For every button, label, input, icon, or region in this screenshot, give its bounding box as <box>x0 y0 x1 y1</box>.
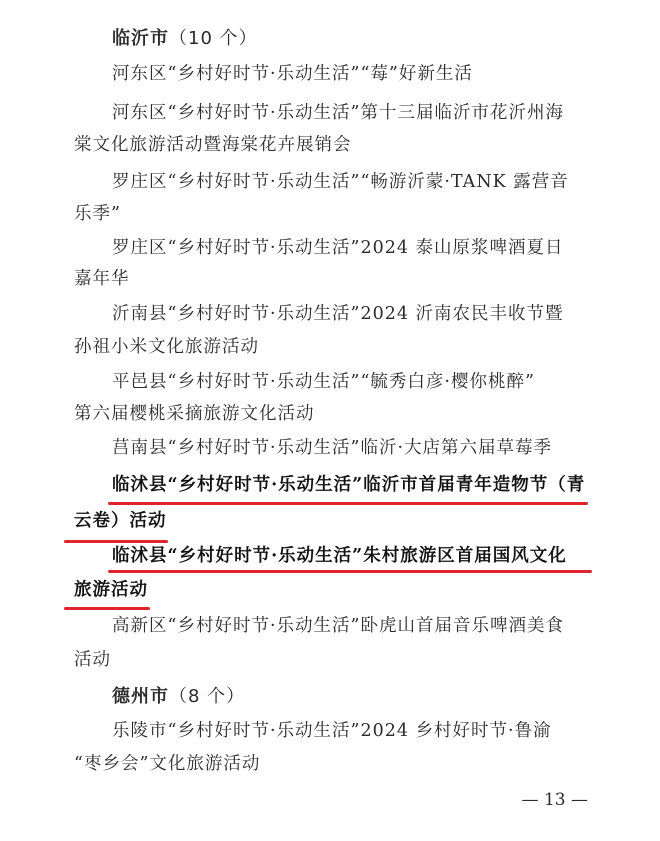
entry-line: 罗庄区“乡村好时节·乐动生活”2024 泰山原浆啤酒夏日 <box>112 238 564 258</box>
entry-line: 河东区“乡村好时节·乐动生活”第十三届临沂市花沂州海 <box>112 103 564 123</box>
red-underline <box>108 502 588 505</box>
entry-line-highlighted: 临沭县“乡村好时节·乐动生活”临沂市首届青年造物节（青 <box>112 475 586 495</box>
entry-line-continued: “枣乡会”文化旅游活动 <box>74 754 261 774</box>
entry-line-continued-highlighted: 云卷）活动 <box>74 511 167 531</box>
page-number <box>0 790 660 810</box>
entry-line-continued-highlighted: 旅游活动 <box>74 580 148 600</box>
entry-line: 罗庄区“乡村好时节·乐动生活”“畅游沂蒙·TANK 露营音 <box>112 172 569 192</box>
entry-line-highlighted: 临沭县“乡村好时节·乐动生活”朱村旅游区首届国风文化 <box>112 546 567 566</box>
entry-line-continued: 第六届樱桃采摘旅游文化活动 <box>74 404 315 424</box>
entry-line-continued: 嘉年华 <box>74 269 130 289</box>
red-underline <box>64 540 168 543</box>
entry-line: 高新区“乡村好时节·乐动生活”卧虎山首届音乐啤酒美食 <box>112 616 564 636</box>
entry-line-continued: 孙祖小米文化旅游活动 <box>74 337 259 357</box>
entry-line: 乐陵市“乡村好时节·乐动生活”2024 乡村好时节·鲁渝 <box>112 721 552 741</box>
city-count: （8 个） <box>169 686 246 707</box>
page-number-text: — 13 — <box>521 790 588 810</box>
entry-line: 莒南县“乡村好时节·乐动生活”临沂·大店第六届草莓季 <box>112 438 553 458</box>
red-underline <box>64 607 150 610</box>
section-heading-linyi <box>112 27 258 51</box>
entry-line-continued: 活动 <box>74 650 111 670</box>
city-count: （10 个） <box>169 28 258 49</box>
entry-line: 平邑县“乡村好时节·乐动生活”“毓秀白彦·樱你桃醉” <box>112 372 535 392</box>
entry-line-continued: 乐季” <box>74 204 121 224</box>
red-underline <box>108 570 592 573</box>
entry-line-continued: 棠文化旅游活动暨海棠花卉展销会 <box>74 135 352 155</box>
section-heading-dezhou <box>112 685 245 709</box>
entry-line: 河东区“乡村好时节·乐动生活”“莓”好新生活 <box>112 64 473 84</box>
city-name: 临沂市 <box>112 28 169 49</box>
entry-line: 沂南县“乡村好时节·乐动生活”2024 沂南农民丰收节暨 <box>112 304 564 324</box>
city-name: 德州市 <box>112 686 169 707</box>
